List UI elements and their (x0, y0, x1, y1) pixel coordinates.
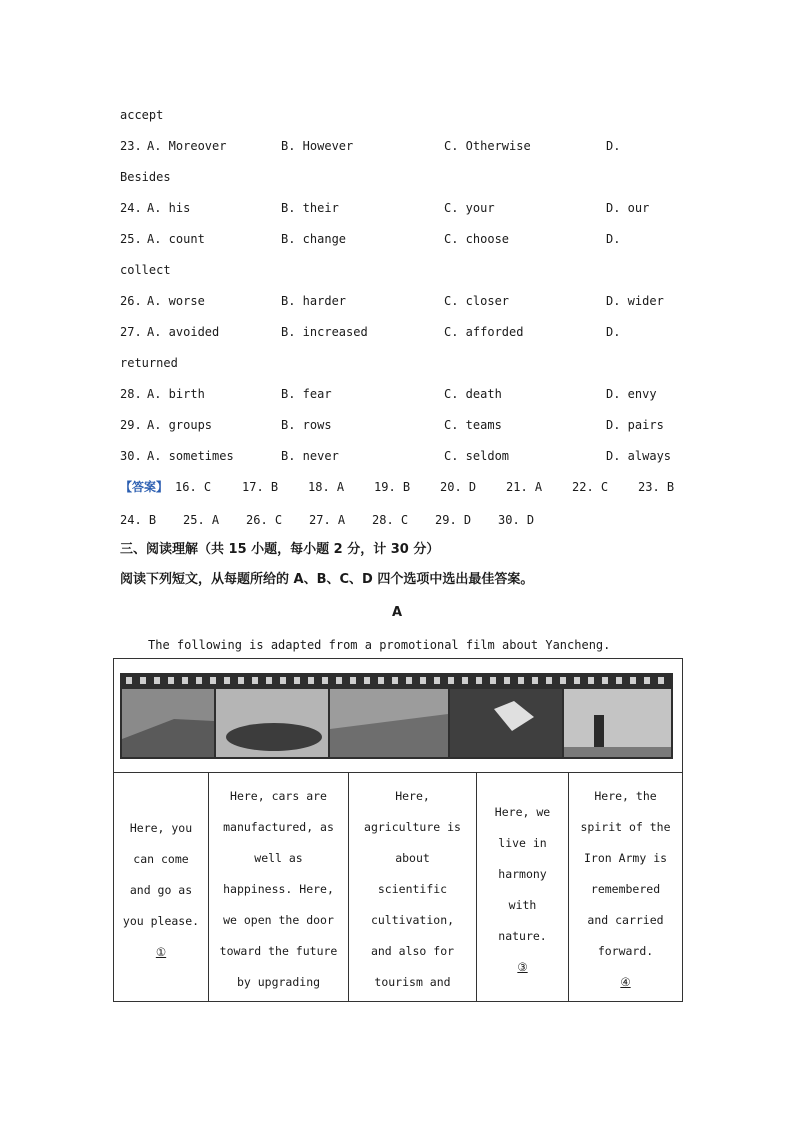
answer-label: 【答案】 (120, 480, 169, 494)
option-b: B. change (281, 232, 347, 246)
answer-blank: ④ (620, 975, 631, 989)
passage-intro: The following is adapted from a promotional film about Yancheng. (148, 638, 611, 652)
film-strip-cell (114, 659, 683, 773)
option-b: B. However (281, 139, 354, 153)
option-a: A. groups (147, 418, 213, 432)
cell-line: forward. (597, 944, 654, 958)
promo-cell-4 (477, 773, 569, 1002)
option-a: A. avoided (147, 325, 220, 339)
cell-line: by upgrading (236, 975, 321, 989)
cell-line: and go as (129, 883, 193, 897)
option-c: C. death (444, 387, 502, 401)
answer-item: 17. B (242, 480, 279, 494)
section-title: 三、阅读理解（共 15 小题，每小题 2 分，计 30 分） (120, 542, 440, 557)
option-b: B. harder (281, 294, 347, 308)
option-c: C. afforded (444, 325, 524, 339)
cell-line: Here, (395, 789, 430, 803)
option-c: C. your (444, 201, 495, 215)
answer-item: 18. A (308, 480, 345, 494)
option-b: B. rows (281, 418, 332, 432)
option-d: D. always (606, 449, 672, 463)
option-d: D. our (606, 201, 650, 215)
cell-line: happiness. Here, (223, 882, 334, 896)
question-number: 27. (120, 325, 142, 339)
promo-text-row (114, 773, 683, 1002)
answer-item: 23. B (638, 480, 675, 494)
option-a: A. birth (147, 387, 205, 401)
cell-line: and carried (587, 913, 664, 927)
cell-line: and also for (370, 944, 455, 958)
answer-item: 21. A (506, 480, 543, 494)
cell-line: agriculture is (364, 820, 461, 834)
cell-line: scientific (377, 882, 448, 896)
answer-item: 28. C (372, 513, 409, 527)
cell-line: we open the door (223, 913, 334, 927)
option-d: D. pairs (606, 418, 664, 432)
answer-item: 22. C (572, 480, 609, 494)
cell-line: about (395, 851, 430, 865)
section-instruction: 阅读下列短文，从每题所给的 A、B、C、D 四个选项中选出最佳答案。 (120, 572, 534, 587)
promo-cell-1 (114, 773, 209, 1002)
option-c: C. seldom (444, 449, 510, 463)
answer-item: 19. B (374, 480, 411, 494)
question-number: 25. (120, 232, 142, 246)
answer-item: 16. C (175, 480, 212, 494)
promo-cell-3 (349, 773, 477, 1002)
option-b: B. fear (281, 387, 332, 401)
cell-line: with (508, 898, 537, 912)
cell-line: Here, you (129, 821, 193, 835)
option-d: D. envy (606, 387, 657, 401)
question-number: 28. (120, 387, 142, 401)
answer-item: 30. D (498, 513, 535, 527)
answer-item: 29. D (435, 513, 472, 527)
cell-line: remembered (590, 882, 661, 896)
answer-item: 24. B (120, 513, 157, 527)
option-a: A. sometimes (147, 449, 234, 463)
option-c: C. teams (444, 418, 502, 432)
film-strip-photo (114, 659, 681, 772)
cell-line: can come (133, 852, 189, 866)
cell-line: live in (498, 836, 547, 850)
option-c: C. Otherwise (444, 139, 531, 153)
film-strip-image (114, 659, 682, 772)
question-number: 29. (120, 418, 142, 432)
cell-line: spirit of the (580, 820, 671, 834)
cell-line: Iron Army is (583, 851, 668, 865)
promo-table (113, 658, 683, 1002)
cell-line: manufactured, as (223, 820, 334, 834)
promo-cell-2 (209, 773, 349, 1002)
option-d: D. wider (606, 294, 664, 308)
option-b: B. increased (281, 325, 368, 339)
option-a: A. count (147, 232, 205, 246)
answer-row-1 (120, 479, 168, 495)
cell-line: well as (254, 851, 303, 865)
answer-blank: ③ (517, 960, 528, 974)
cell-line: you please. (122, 914, 200, 928)
cell-line: nature. (498, 929, 547, 943)
option-a: A. Moreover (147, 139, 227, 153)
option-c: C. choose (444, 232, 510, 246)
cell-line: Here, the (594, 789, 657, 803)
option-d: D. (606, 139, 621, 153)
promo-cell-5 (569, 773, 683, 1002)
cell-line: harmony (498, 867, 547, 881)
passage-letter: A (391, 605, 403, 620)
cell-line: toward the future (219, 944, 338, 958)
cell-line: tourism and (374, 975, 451, 989)
cell-line: Here, cars are (230, 789, 327, 803)
option-d-wrapped: returned (120, 356, 178, 370)
option-b: B. never (281, 449, 339, 463)
cell-line: Here, we (494, 805, 551, 819)
answer-item: 27. A (309, 513, 346, 527)
option-c: C. closer (444, 294, 510, 308)
option-d: D. (606, 232, 621, 246)
question-number: 26. (120, 294, 142, 308)
option-d-wrapped: Besides (120, 170, 171, 184)
question-number: 23. (120, 139, 142, 153)
answer-item: 26. C (246, 513, 283, 527)
option-d-wrapped: collect (120, 263, 171, 277)
option-b: B. their (281, 201, 339, 215)
answer-item: 20. D (440, 480, 477, 494)
question-number: 30. (120, 449, 142, 463)
continued-option: accept (120, 108, 164, 122)
cell-line: cultivation, (370, 913, 455, 927)
answer-blank: ① (155, 945, 167, 959)
option-a: A. his (147, 201, 191, 215)
option-d: D. (606, 325, 621, 339)
answer-item: 25. A (183, 513, 220, 527)
question-number: 24. (120, 201, 142, 215)
option-a: A. worse (147, 294, 205, 308)
